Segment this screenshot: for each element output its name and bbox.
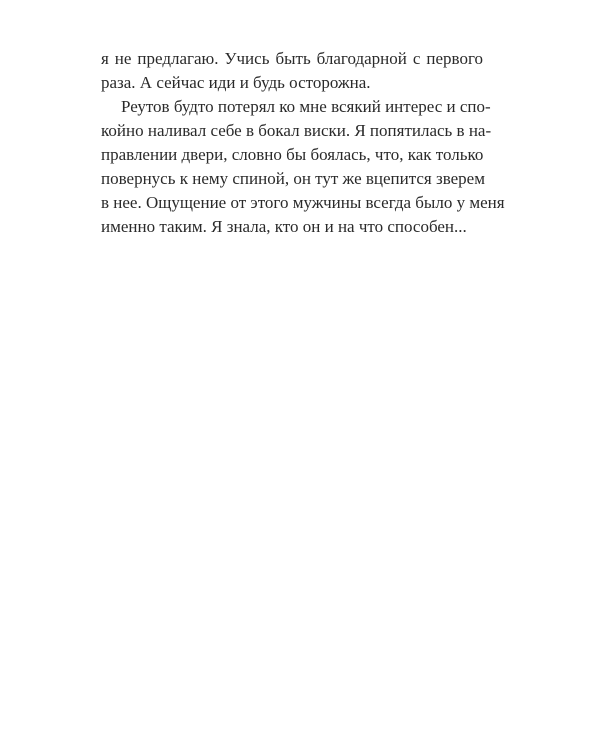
text-line: койно наливал себе в бокал виски. Я попятилась в на- [101, 121, 492, 140]
text-line: я не предлагаю. Учись быть благодарной с первого [101, 49, 483, 68]
text-line: повернусь к нему спиной, он тут же вцепится зверем [101, 169, 485, 188]
body-text [101, 47, 505, 239]
text-line: именно таким. Я знала, кто он и на что способен... [101, 217, 467, 236]
text-line: Реутов будто потерял ко мне всякий интерес и спо- [121, 97, 491, 116]
text-line: в нее. Ощущение от этого мужчины всегда было у меня [101, 193, 505, 212]
text-line: раза. А сейчас иди и будь осторожна. [101, 73, 371, 92]
text-line: правлении двери, словно бы боялась, что, как только [101, 145, 484, 164]
